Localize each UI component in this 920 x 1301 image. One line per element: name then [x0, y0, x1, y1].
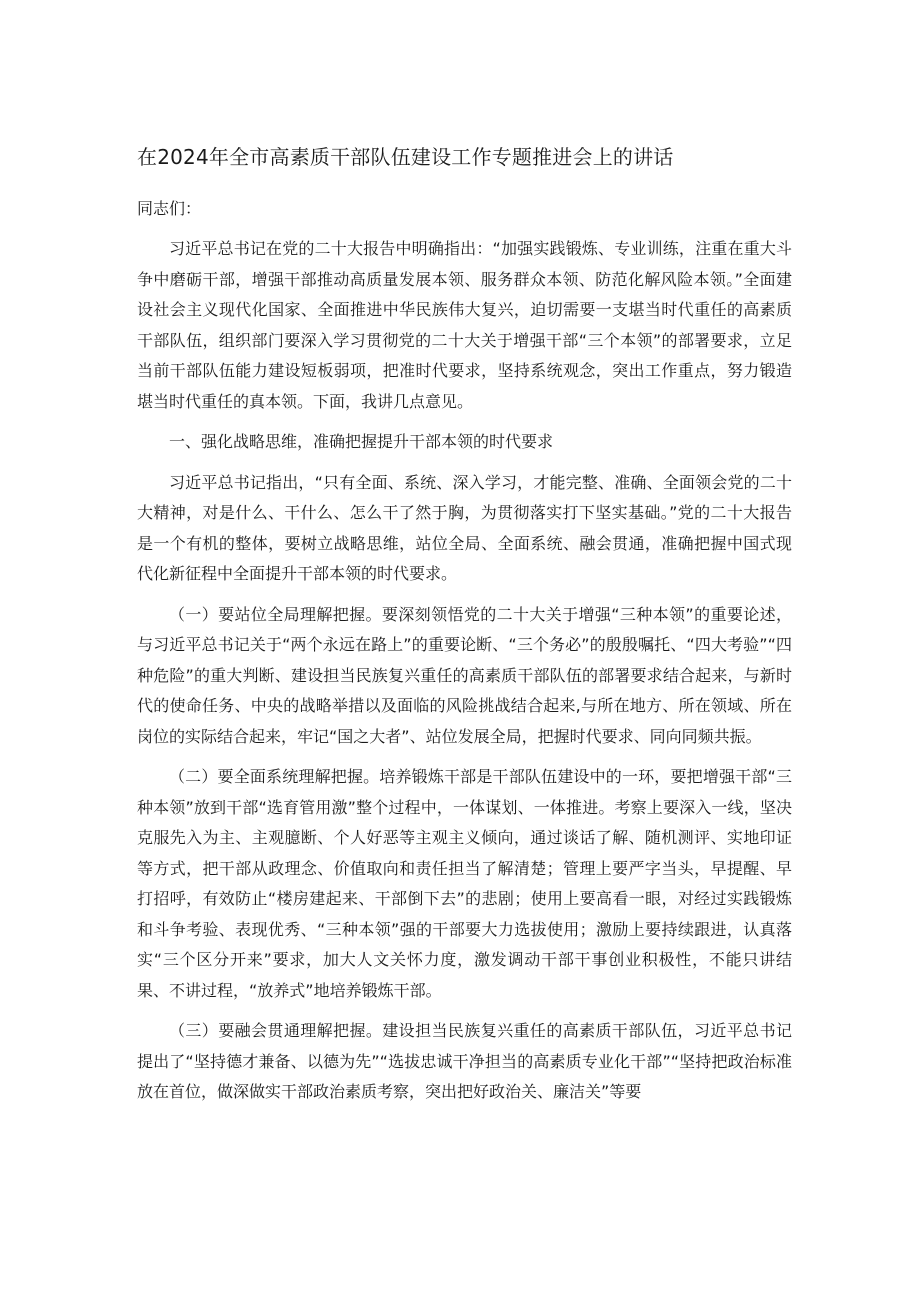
- salutation: 同志们：: [137, 199, 202, 218]
- section-heading-1: 一、强化战略思维，准确把握提升干部本领的时代要求: [169, 432, 554, 451]
- paragraph-point-1: （一）要站位全局理解把握。要深刻领悟党的二十大关于增强“三种本领”的重要论述，与习近平总书记关于“两个永远在路上”的重要论断、“三个务必”的殷殷嘱托、“四大考验”“四种危险”的重大判断、建设担当民族复兴重任的高素质干部队伍的部署要求结合起来，与新时代的使命任务、中央的战略举措以及面临的风险挑战结合起来,与所在地方、所在领域、所在岗位的实际结合起来，牢记“国之大者”、站位发展全局，把握时代要求、同向同频共振。: [137, 604, 792, 746]
- document-title: 在2024年全市高素质干部队伍建设工作专题推进会上的讲话: [137, 145, 674, 169]
- paragraph-point-2: （二）要全面系统理解把握。培养锻炼干部是干部队伍建设中的一环，要把增强干部“三种本领”放到干部“选育管用激”整个过程中，一体谋划、一体推进。考察上要深入一线，坚决克服先入为主、主观臆断、个人好恶等主观主义倾向，通过谈话了解、随机测评、实地印证等方式，把干部从政理念、价值取向和责任担当了解清楚；管理上要严字当头，早提醒、早打招呼，有效防止“楼房建起来、干部倒下去”的悲剧；使用上要高看一眼，对经过实践锻炼和斗争考验、表现优秀、“三种本领”强的干部要大力选拔使用；激励上要持续跟进，认真落实“三个区分开来”要求，加大人文关怀力度，激发调动干部干事创业积极性，不能只讲结果、不讲过程，“放养式”地培养锻炼干部。: [137, 767, 792, 1000]
- paragraph-section-1: 习近平总书记指出，“只有全面、系统、深入学习，才能完整、准确、全面领会党的二十大精神，对是什么、干什么、怎么干了然于胸，为贯彻落实打下坚实基础。”党的二十大报告是一个有机的整体，要树立战略思维，站位全局、全面系统、融会贯通，准确把握中国式现代化新征程中全面提升干部本领的时代要求。: [137, 472, 792, 583]
- paragraph-point-3: （三）要融会贯通理解把握。建设担当民族复兴重任的高素质干部队伍，习近平总书记提出了“坚持德才兼备、以德为先”“选拔忠诚干净担当的高素质专业化干部”“坚持把政治标准放在首位，做深做实干部政治素质考察，突出把好政治关、廉洁关”等要: [137, 1021, 792, 1101]
- document-body: [137, 234, 792, 1118]
- paragraph-intro: 习近平总书记在党的二十大报告中明确指出：“加强实践锻炼、专业训练，注重在重大斗争中磨砺干部，增强干部推动高质量发展本领、服务群众本领、防范化解风险本领。”全面建设社会主义现代化国家、全面推进中华民族伟大复兴，迫切需要一支堪当时代重任的高素质干部队伍，组织部门要深入学习贯彻党的二十大关于增强干部“三个本领”的部署要求，立足当前干部队伍能力建设短板弱项，把准时代要求，坚持系统观念，突出工作重点，努力锻造堪当时代重任的真本领。下面，我讲几点意见。: [137, 239, 792, 411]
